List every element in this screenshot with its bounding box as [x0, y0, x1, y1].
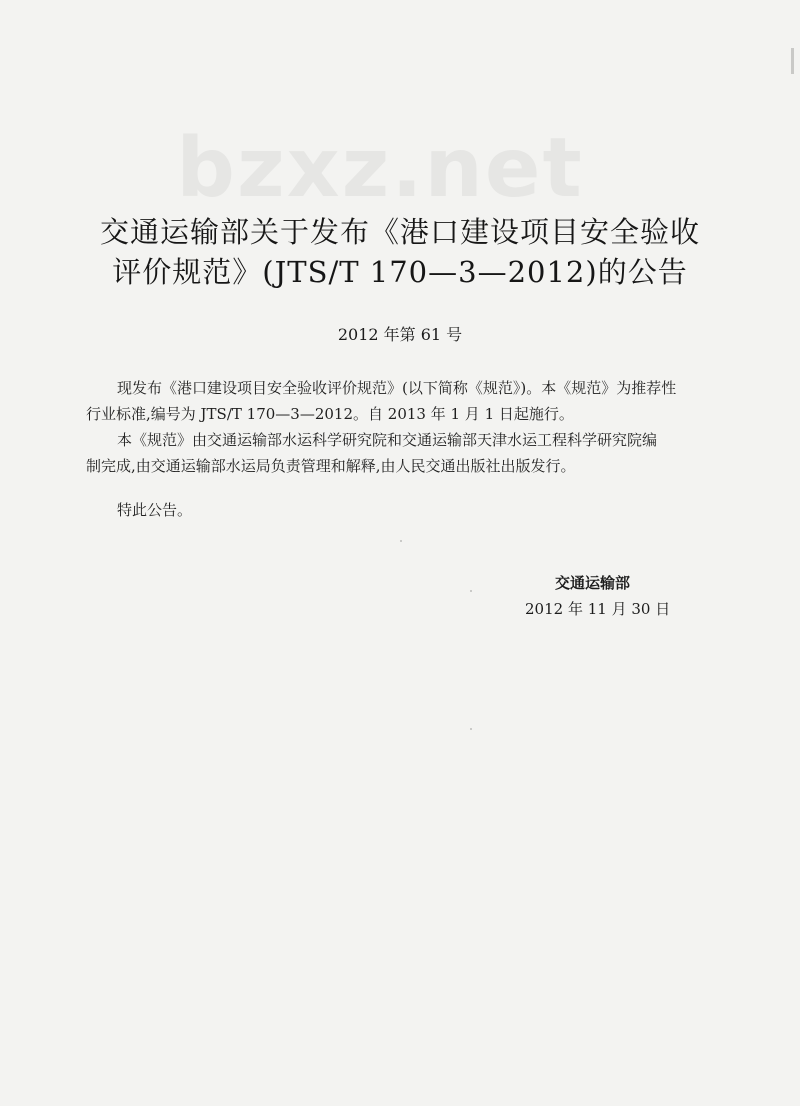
watermark: bzxz.net: [176, 121, 584, 216]
issue-date: 2012 年 11 月 30 日: [525, 600, 671, 618]
scan-edge-mark: [791, 48, 794, 74]
announcement-number: 2012 年第 61 号: [337, 325, 463, 344]
scan-speck: [470, 590, 472, 592]
scan-speck: [400, 540, 402, 542]
scan-speck: [470, 728, 472, 730]
paragraph-2-line-2: 制完成,由交通运输部水运局负责管理和解释,由人民交通出版社出版发行。: [86, 457, 576, 475]
paragraph-2-line-1: 本《规范》由交通运输部水运科学研究院和交通运输部天津水运工程科学研究院编: [117, 431, 658, 449]
paragraph-1-line-2: 行业标准,编号为 JTS/T 170—3—2012。自 2013 年 1 月 1 日起施行。: [86, 405, 574, 423]
issuer-signature: 交通运输部: [555, 574, 631, 592]
closing-remark: 特此公告。: [117, 501, 193, 519]
paragraph-1-line-1: 现发布《港口建设项目安全验收评价规范》(以下简称《规范》)。本《规范》为推荐性: [117, 379, 677, 397]
announcement-title-line-2: 评价规范》(JTS/T 170—3—2012)的公告: [112, 255, 688, 289]
announcement-title-line-1: 交通运输部关于发布《港口建设项目安全验收: [99, 215, 700, 249]
